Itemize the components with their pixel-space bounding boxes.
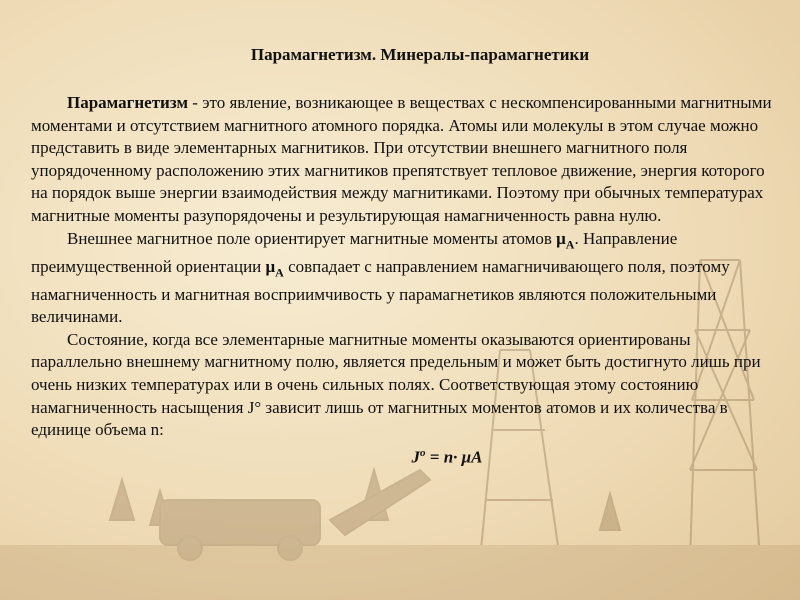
paragraph-external-field — [31, 228, 773, 329]
paragraph-definition — [31, 92, 773, 228]
external-field-text-a: Внешнее магнитное поле ориентирует магнитные моменты атомов — [67, 228, 557, 248]
external-field-text-c: совпадает с направлением намагничивающего поля, поэтому намагниченность и магнитная восприимчивость у парамагнетиков являются положительными величинами. — [31, 256, 730, 327]
mu-a-symbol-2: $\mu_A$ — [265, 256, 284, 279]
body-text — [31, 92, 773, 469]
term-paramagnetism: Парамагнетизм — [67, 93, 189, 112]
paragraph-saturation: Состояние, когда все элементарные магнитные моменты оказываются ориентированы параллельно внешнему магнитному полю, является предельным и может быть достигнуто лишь при очень низких температурах или в очень сильных полях. Соответствующая этому состоянию намагниченность насыщения J° зависит лишь от магнитных моментов атомов и их количества в единице объема n: — [31, 329, 761, 440]
definition-text: - это явление, возникающее в веществах с нескомпенсированными магнитными моментами и отсутствием магнитного атомного порядка. Атомы или молекулы в этом случае можно представить в виде элементарных магнитиков. При отсутствии внешнего магнитного поля упорядоченному расположению этих магнитиков препятствует тепловое движение, энергия которого на порядок выше энергии взаимодействия между магнитиками. Поэтому при обычных температурах магнитные моменты разупорядочены и результирующая намагниченность равна нулю. — [31, 93, 772, 225]
saturation-formula: $J^o = n\cdot \mu A$ — [411, 446, 483, 467]
external-field-text-b: . Направление преимущественной ориентации — [31, 228, 678, 276]
mu-a-symbol: $\mu_A$ — [556, 228, 575, 251]
slide-title: Парамагнетизм. Минералы-парамагнетики — [250, 45, 590, 64]
